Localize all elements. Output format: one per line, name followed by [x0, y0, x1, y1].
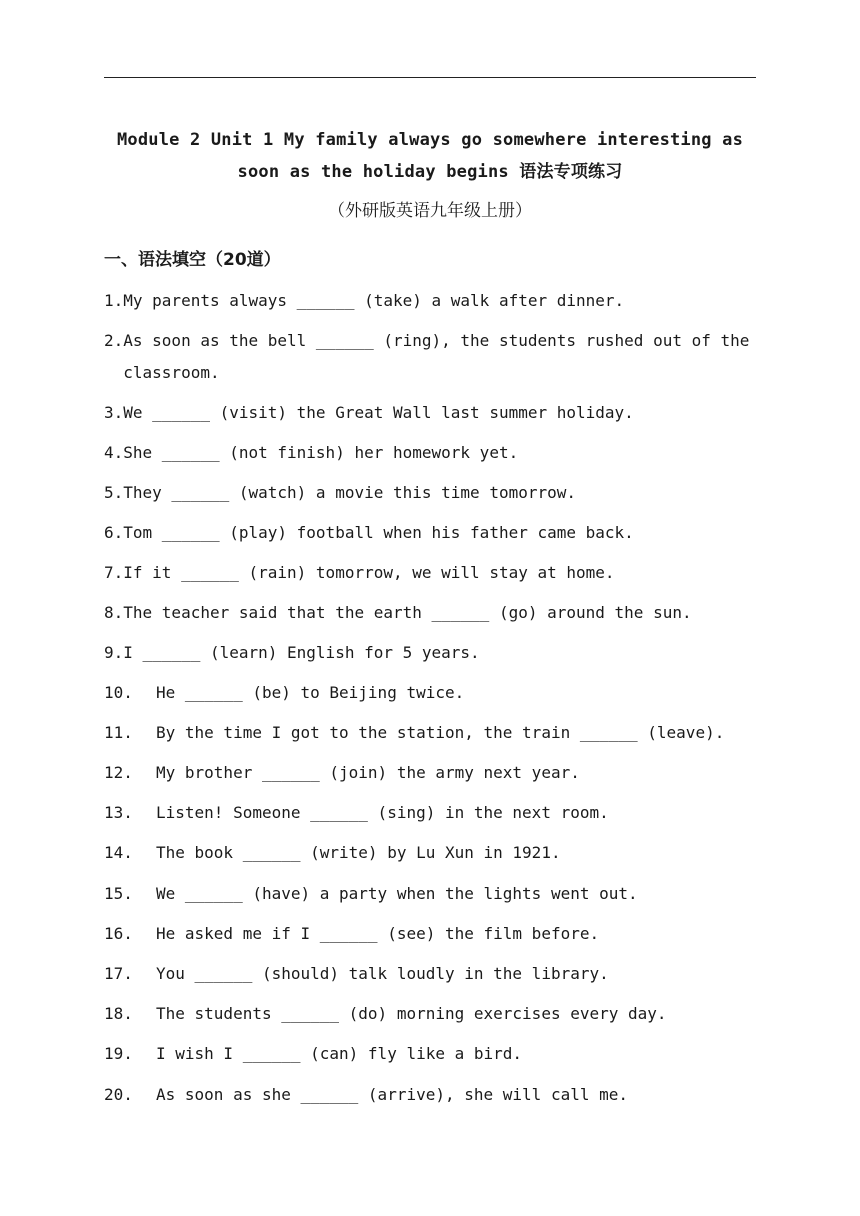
page-title — [104, 124, 756, 188]
question-item — [104, 285, 756, 317]
question-item — [104, 757, 756, 789]
question-number: 12. — [104, 763, 133, 782]
question-number: 11. — [104, 723, 133, 742]
question-text: As soon as she ______ (arrive), she will call me. — [156, 1085, 629, 1104]
question-number: 10. — [104, 683, 133, 702]
question-number: 1. — [104, 291, 124, 310]
question-item — [104, 597, 756, 629]
question-text: My parents always ______ (take) a walk after dinner. — [123, 291, 625, 310]
question-text: Tom ______ (play) football when his father came back. — [123, 523, 634, 542]
question-text: The students ______ (do) morning exercises every day. — [156, 1004, 667, 1023]
question-item — [104, 557, 756, 589]
question-number: 13. — [104, 803, 133, 822]
question-item — [104, 878, 756, 910]
question-number: 18. — [104, 1004, 133, 1023]
question-number: 15. — [104, 884, 133, 903]
question-item — [104, 717, 756, 749]
question-text: He ______ (be) to Beijing twice. — [156, 683, 465, 702]
question-text: By the time I got to the station, the train ______ (leave). — [156, 723, 725, 742]
title-line-1: Module 2 Unit 1 My family always go somewhere interesting as — [116, 130, 744, 150]
question-item — [104, 437, 756, 469]
section-heading: 一、语法填空（20道） — [104, 250, 281, 270]
question-item — [104, 477, 756, 509]
question-number: 9. — [104, 643, 124, 662]
question-item — [104, 998, 756, 1030]
question-text: We ______ (have) a party when the lights went out. — [156, 884, 638, 903]
question-text: He asked me if I ______ (see) the film before. — [156, 924, 600, 943]
question-text: My brother ______ (join) the army next year. — [156, 763, 580, 782]
question-item — [104, 797, 756, 829]
question-text: The book ______ (write) by Lu Xun in 1921. — [156, 843, 561, 862]
question-item — [104, 677, 756, 709]
page-subtitle: （外研版英语九年级上册） — [328, 201, 532, 221]
question-item — [104, 637, 756, 669]
question-number: 14. — [104, 843, 133, 862]
question-item — [104, 958, 756, 990]
question-number: 5. — [104, 483, 124, 502]
question-text: She ______ (not finish) her homework yet. — [123, 443, 519, 462]
question-item — [104, 837, 756, 869]
question-number: 16. — [104, 924, 133, 943]
question-number: 17. — [104, 964, 133, 983]
question-text: I ______ (learn) English for 5 years. — [123, 643, 480, 662]
question-text: Listen! Someone ______ (sing) in the next room. — [156, 803, 609, 822]
question-text: They ______ (watch) a movie this time tomorrow. — [123, 483, 577, 502]
question-number: 19. — [104, 1044, 133, 1063]
question-item — [104, 918, 756, 950]
question-number: 4. — [104, 443, 124, 462]
question-item — [104, 517, 756, 549]
question-number: 8. — [104, 603, 124, 622]
question-number: 6. — [104, 523, 124, 542]
question-text: If it ______ (rain) tomorrow, we will stay at home. — [123, 563, 615, 582]
header-rule — [104, 77, 756, 78]
question-text: As soon as the bell ______ (ring), the students rushed out of the classroom. — [123, 331, 750, 382]
title-line-2: soon as the holiday begins 语法专项练习 — [237, 162, 623, 182]
question-text: The teacher said that the earth ______ (go) around the sun. — [123, 603, 692, 622]
question-text: We ______ (visit) the Great Wall last summer holiday. — [123, 403, 634, 422]
question-text: You ______ (should) talk loudly in the library. — [156, 964, 609, 983]
question-number: 7. — [104, 563, 124, 582]
question-number: 20. — [104, 1085, 133, 1104]
question-item — [104, 1038, 756, 1070]
question-item — [104, 325, 756, 389]
question-item — [104, 1079, 756, 1111]
question-text: I wish I ______ (can) fly like a bird. — [156, 1044, 523, 1063]
question-number: 2. — [104, 331, 124, 350]
question-number: 3. — [104, 403, 124, 422]
question-item — [104, 397, 756, 429]
